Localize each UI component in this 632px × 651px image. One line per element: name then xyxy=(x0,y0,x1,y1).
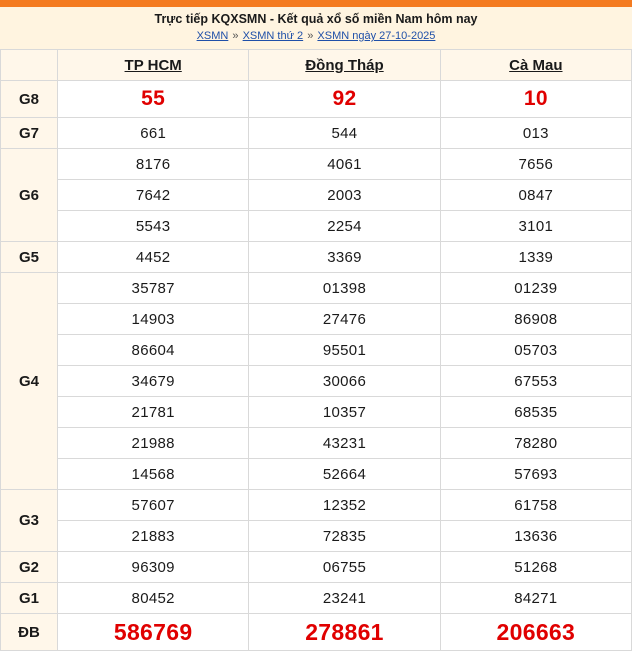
prize-number-cell: 61758 xyxy=(440,490,631,521)
prize-number-cell: 10357 xyxy=(249,397,440,428)
prize-number-cell: 13636 xyxy=(440,521,631,552)
province-header-1[interactable] xyxy=(249,50,440,81)
province-header-label-1: Đồng Tháp xyxy=(305,56,384,74)
prize-number-cell: 3101 xyxy=(440,211,631,242)
prize-number-cell: 34679 xyxy=(58,366,249,397)
breadcrumb-separator-0: » xyxy=(232,30,239,42)
breadcrumb-item-1[interactable]: XSMN thứ 2 xyxy=(242,30,304,42)
prize-number-cell: 55 xyxy=(58,81,249,118)
prize-number-cell: 05703 xyxy=(440,335,631,366)
prize-number-cell: 95501 xyxy=(249,335,440,366)
page-title: Trực tiếp KQXSMN - Kết quả xổ số miền Nam hôm nay xyxy=(154,12,478,26)
prize-number-cell: 278861 xyxy=(249,614,440,651)
prize-number-cell: 80452 xyxy=(58,583,249,614)
table-row xyxy=(1,273,632,304)
prize-number-cell: 4061 xyxy=(249,149,440,180)
prize-number-cell: 01398 xyxy=(249,273,440,304)
prize-number-cell: 23241 xyxy=(249,583,440,614)
results-table-body xyxy=(1,81,632,651)
prize-label: G5 xyxy=(1,242,58,273)
table-row xyxy=(1,366,632,397)
prize-number-cell: 86908 xyxy=(440,304,631,335)
province-header-0[interactable] xyxy=(58,50,249,81)
province-header-label-0: TP HCM xyxy=(124,56,182,74)
prize-number-cell: 586769 xyxy=(58,614,249,651)
breadcrumb-item-2[interactable]: XSMN ngày 27-10-2025 xyxy=(317,30,436,42)
prize-number-cell: 7656 xyxy=(440,149,631,180)
prize-number-cell: 57693 xyxy=(440,459,631,490)
prize-number-cell: 206663 xyxy=(440,614,631,651)
prize-label: G6 xyxy=(1,149,58,242)
prize-label: G7 xyxy=(1,118,58,149)
prize-number-cell: 96309 xyxy=(58,552,249,583)
prize-number-cell: 12352 xyxy=(249,490,440,521)
breadcrumb-separator-1: » xyxy=(307,30,314,42)
prize-label: G3 xyxy=(1,490,58,552)
prize-number-cell: 5543 xyxy=(58,211,249,242)
prize-number-cell: 92 xyxy=(249,81,440,118)
prize-number-cell: 14903 xyxy=(58,304,249,335)
prize-number-cell: 72835 xyxy=(249,521,440,552)
prize-number-cell: 544 xyxy=(249,118,440,149)
prize-number-cell: 57607 xyxy=(58,490,249,521)
table-row xyxy=(1,149,632,180)
prize-label: G2 xyxy=(1,552,58,583)
prize-number-cell: 21781 xyxy=(58,397,249,428)
table-row xyxy=(1,428,632,459)
province-header-2[interactable] xyxy=(440,50,631,81)
prize-number-cell: 01239 xyxy=(440,273,631,304)
prize-number-cell: 84271 xyxy=(440,583,631,614)
prize-number-cell: 3369 xyxy=(249,242,440,273)
prize-number-cell: 35787 xyxy=(58,273,249,304)
prize-number-cell: 7642 xyxy=(58,180,249,211)
prize-number-cell: 1339 xyxy=(440,242,631,273)
table-row xyxy=(1,552,632,583)
prize-number-cell: 21988 xyxy=(58,428,249,459)
prize-number-cell: 2003 xyxy=(249,180,440,211)
province-header-label-2: Cà Mau xyxy=(509,56,563,74)
prize-number-cell: 2254 xyxy=(249,211,440,242)
page-header xyxy=(0,7,632,49)
table-row xyxy=(1,614,632,651)
prize-number-cell: 43231 xyxy=(249,428,440,459)
table-row xyxy=(1,118,632,149)
table-row xyxy=(1,459,632,490)
prize-number-cell: 78280 xyxy=(440,428,631,459)
table-row xyxy=(1,242,632,273)
breadcrumb xyxy=(0,28,632,44)
prize-number-cell: 0847 xyxy=(440,180,631,211)
prize-number-cell: 06755 xyxy=(249,552,440,583)
prize-label: G1 xyxy=(1,583,58,614)
prize-number-cell: 67553 xyxy=(440,366,631,397)
prize-number-cell: 21883 xyxy=(58,521,249,552)
table-row xyxy=(1,583,632,614)
prize-number-cell: 27476 xyxy=(249,304,440,335)
prize-number-cell: 10 xyxy=(440,81,631,118)
table-row xyxy=(1,397,632,428)
top-accent-bar xyxy=(0,0,632,7)
prize-number-cell: 8176 xyxy=(58,149,249,180)
table-row xyxy=(1,180,632,211)
prize-label: G8 xyxy=(1,81,58,118)
table-header-row xyxy=(1,50,632,81)
breadcrumb-item-0[interactable]: XSMN xyxy=(196,30,229,42)
prize-number-cell: 52664 xyxy=(249,459,440,490)
prize-number-cell: 4452 xyxy=(58,242,249,273)
table-row xyxy=(1,81,632,118)
prize-number-cell: 86604 xyxy=(58,335,249,366)
prize-number-cell: 68535 xyxy=(440,397,631,428)
table-row xyxy=(1,521,632,552)
table-corner-cell xyxy=(1,50,58,81)
table-row xyxy=(1,304,632,335)
table-row xyxy=(1,335,632,366)
prize-number-cell: 14568 xyxy=(58,459,249,490)
prize-number-cell: 661 xyxy=(58,118,249,149)
table-row xyxy=(1,211,632,242)
prize-number-cell: 30066 xyxy=(249,366,440,397)
table-row xyxy=(1,490,632,521)
prize-label: ĐB xyxy=(1,614,58,651)
results-table xyxy=(0,49,632,651)
prize-label: G4 xyxy=(1,273,58,490)
prize-number-cell: 51268 xyxy=(440,552,631,583)
prize-number-cell: 013 xyxy=(440,118,631,149)
